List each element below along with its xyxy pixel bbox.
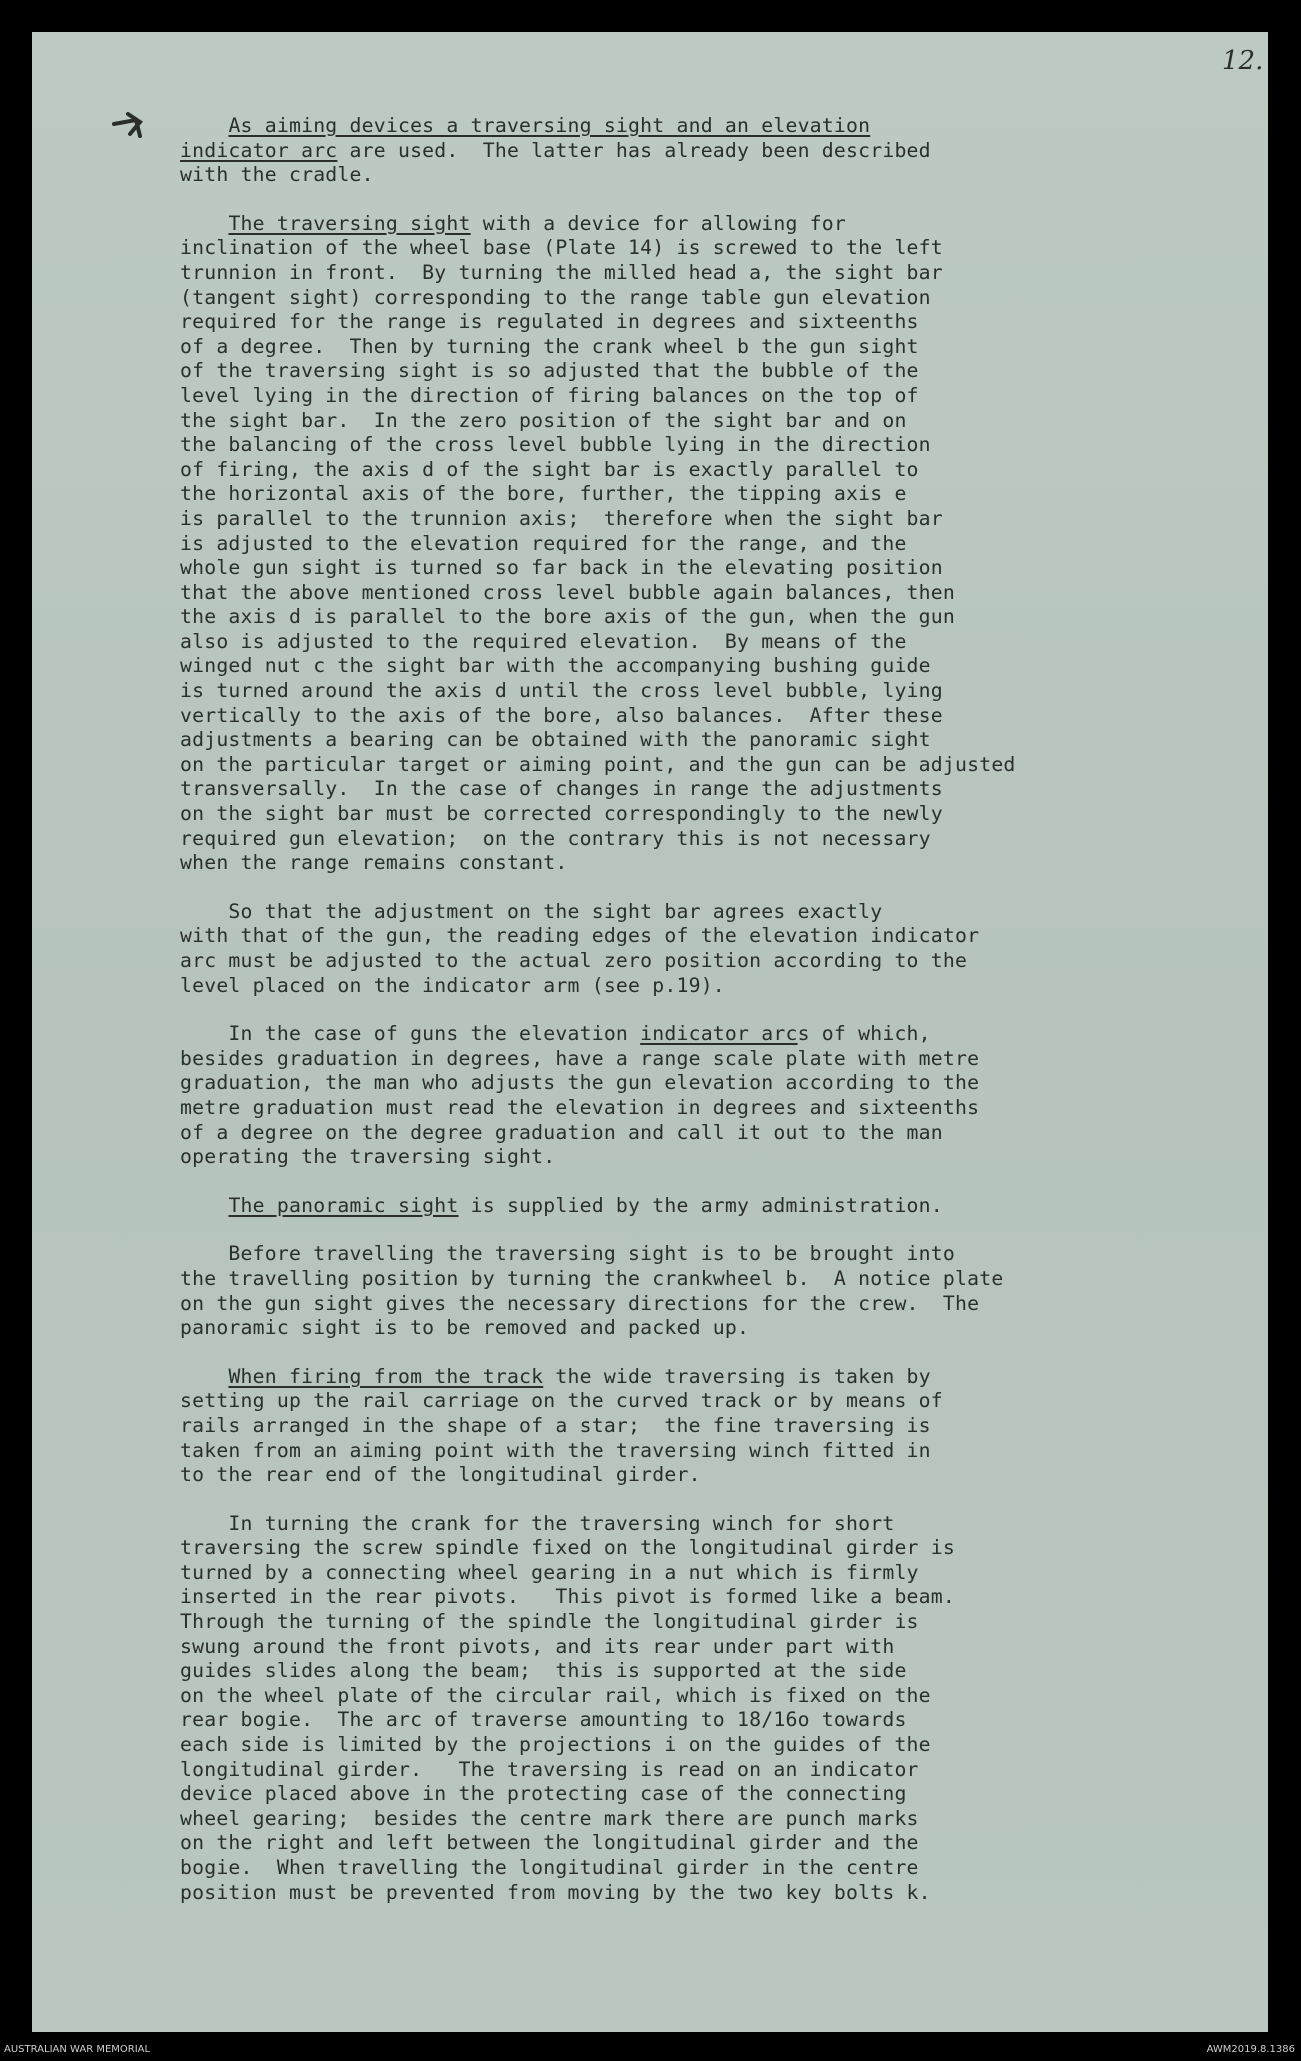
text-line: swung around the front pivots, and its rear under part with: [180, 1634, 895, 1658]
text-line: Through the turning of the spindle the longitudinal girder is: [180, 1610, 919, 1634]
text-line: longitudinal girder. The traversing is read on an indicator: [180, 1757, 919, 1781]
text-line: In the case of guns the elevation indicator arcs of which,: [180, 1022, 931, 1046]
text-line: indicator arc are used. The latter has already been described: [180, 138, 931, 162]
text-line: adjustments a bearing can be obtained with the panoramic sight: [180, 728, 931, 752]
text-line: on the right and left between the longitudinal girder and the: [180, 1831, 919, 1855]
text-line: guides slides along the beam; this is supported at the side: [180, 1659, 907, 1683]
text-line: transversally. In the case of changes in range the adjustments: [180, 777, 943, 801]
text-line: The panoramic sight is supplied by the army administration.: [228, 1193, 943, 1217]
text-line: with the cradle.: [180, 163, 374, 187]
paragraph: [180, 1022, 1260, 1170]
text-line: with that of the gun, the reading edges of the elevation indicator: [180, 924, 980, 948]
text-line: on the wheel plate of the circular rail, which is fixed on the: [180, 1683, 931, 1707]
paragraph: [180, 1194, 1260, 1219]
text-line: the horizontal axis of the bore, further, the tipping axis e: [180, 482, 907, 506]
text-line: Before travelling the traversing sight is to be brought into: [180, 1242, 955, 1266]
text-line: the balancing of the cross level bubble lying in the direction: [180, 433, 931, 457]
text-line: So that the adjustment on the sight bar agrees exactly: [180, 899, 883, 923]
text-line: setting up the rail carriage on the curved track or by means of: [180, 1389, 943, 1413]
text-line: inclination of the wheel base (Plate 14) is screwed to the left: [180, 236, 943, 260]
paragraph: [180, 1242, 1260, 1340]
text-line: device placed above in the protecting case of the connecting: [180, 1782, 907, 1806]
text-line: In turning the crank for the traversing winch for short: [180, 1511, 895, 1535]
text-line: of a degree on the degree graduation and call it out to the man: [180, 1120, 943, 1144]
text-line: level lying in the direction of firing balances on the top of: [180, 383, 919, 407]
text-line: is adjusted to the elevation required for the range, and the: [180, 531, 907, 555]
text-line: operating the traversing sight.: [180, 1145, 556, 1169]
text-line: arc must be adjusted to the actual zero position according to the: [180, 949, 968, 972]
text-line: rear bogie. The arc of traverse amounting to 18/16o towards: [180, 1708, 907, 1732]
text-line: of a degree. Then by turning the crank wheel b the gun sight: [180, 334, 919, 358]
paragraph: [180, 114, 1260, 188]
text-line: is parallel to the trunnion axis; therefore when the sight bar: [180, 506, 943, 530]
text-line: taken from an aiming point with the traversing winch fitted in: [180, 1438, 931, 1462]
text-line: also is adjusted to the required elevation. By means of the: [180, 629, 907, 653]
text-line: of firing, the axis d of the sight bar is exactly parallel to: [180, 457, 919, 481]
text-line: the travelling position by turning the crankwheel b. A notice plate: [180, 1266, 1004, 1290]
paragraph: [180, 1512, 1260, 1906]
text-line: graduation, the man who adjusts the gun elevation according to the: [180, 1071, 980, 1095]
text-line: required for the range is regulated in degrees and sixteenths: [180, 310, 919, 334]
text-line: trunnion in front. By turning the milled head a, the sight bar: [180, 260, 943, 284]
text-line: inserted in the rear pivots. This pivot is formed like a beam.: [180, 1585, 955, 1609]
text-line: vertically to the axis of the bore, also balances. After these: [180, 703, 943, 727]
paragraph: [180, 212, 1260, 876]
text-line: is turned around the axis d until the cross level bubble, lying: [180, 679, 943, 703]
text-line: when the range remains constant.: [180, 851, 568, 875]
text-line: rails arranged in the shape of a star; the fine traversing is: [180, 1413, 931, 1437]
text-line: The traversing sight with a device for allowing for: [228, 211, 847, 235]
text-line: that the above mentioned cross level bubble again balances, then: [180, 580, 955, 604]
text-line: whole gun sight is turned so far back in the elevating position: [180, 556, 943, 580]
margin-arrow-mark: [110, 110, 150, 140]
text-line: When firing from the track the wide traversing is taken by: [228, 1364, 931, 1388]
document-body: [180, 114, 1260, 1929]
text-line: wheel gearing; besides the centre mark there are punch marks: [180, 1806, 919, 1830]
page-number: 12.: [1222, 46, 1264, 76]
document-sheet: [32, 32, 1268, 2032]
text-line: the sight bar. In the zero position of the sight bar and on: [180, 408, 907, 432]
text-line: winged nut c the sight bar with the accompanying bushing guide: [180, 654, 931, 678]
text-line: level placed on the indicator arm (see p.19).: [180, 973, 725, 997]
paragraph: [180, 1365, 1260, 1488]
text-line: to the rear end of the longitudinal girder.: [180, 1463, 701, 1487]
text-line: As aiming devices a traversing sight and an elevation: [228, 114, 871, 137]
text-line: on the gun sight gives the necessary directions for the crew. The: [180, 1291, 980, 1315]
text-line: the axis d is parallel to the bore axis of the gun, when the gun: [180, 605, 955, 629]
text-line: turned by a connecting wheel gearing in a nut which is firmly: [180, 1560, 919, 1584]
text-line: on the particular target or aiming point, and the gun can be adjusted: [180, 752, 1016, 776]
text-line: besides graduation in degrees, have a range scale plate with metre: [180, 1046, 980, 1070]
text-line: bogie. When travelling the longitudinal girder in the centre: [180, 1856, 919, 1879]
text-line: traversing the screw spindle fixed on the longitudinal girder is: [180, 1536, 955, 1560]
paragraph: [180, 900, 1260, 998]
text-line: each side is limited by the projections i on the guides of the: [180, 1733, 931, 1757]
text-line: metre graduation must read the elevation in degrees and sixteenths: [180, 1095, 980, 1119]
text-line: position must be prevented from moving by the two key bolts k.: [180, 1880, 931, 1904]
text-line: required gun elevation; on the contrary this is not necessary: [180, 826, 931, 850]
text-line: on the sight bar must be corrected correspondingly to the newly: [180, 802, 943, 826]
text-line: (tangent sight) corresponding to the range table gun elevation: [180, 285, 931, 309]
text-line: panoramic sight is to be removed and packed up.: [180, 1316, 750, 1340]
footer-accession-number: AWM2019.8.1386: [1206, 2044, 1295, 2055]
text-line: of the traversing sight is so adjusted that the bubble of the: [180, 359, 919, 383]
footer-institution: AUSTRALIAN WAR MEMORIAL: [4, 2044, 151, 2055]
